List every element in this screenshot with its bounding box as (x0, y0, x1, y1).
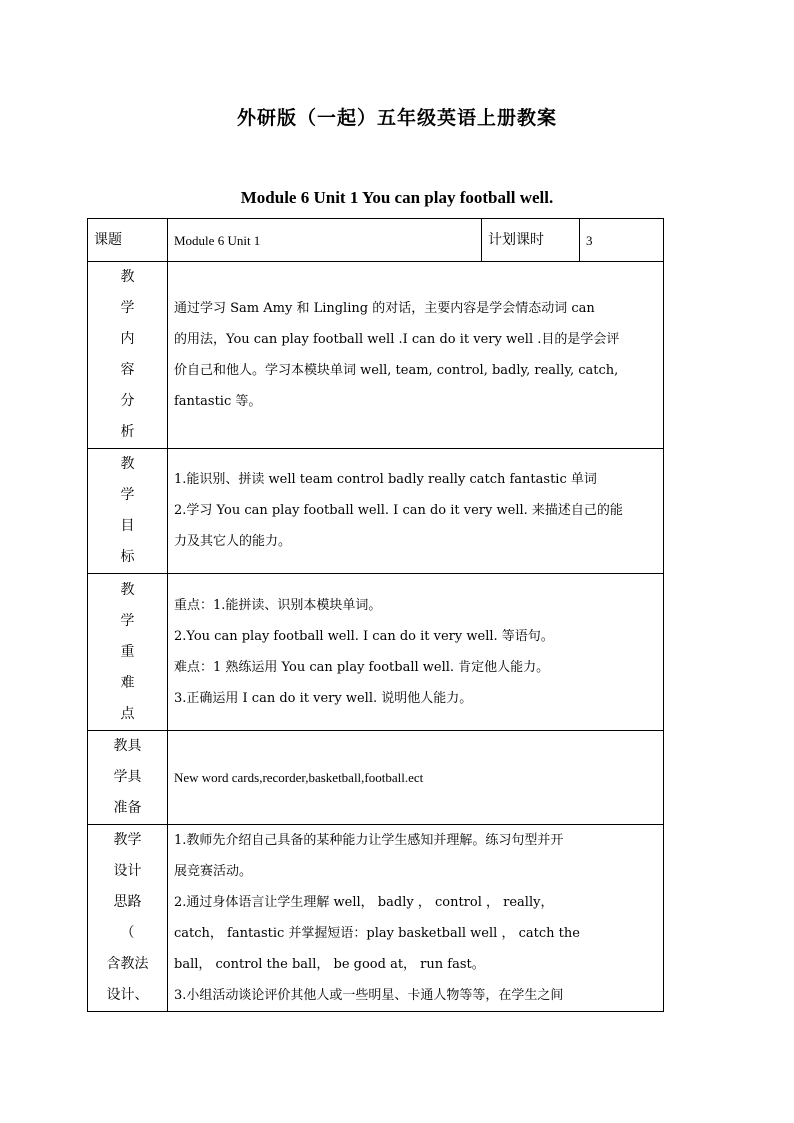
content-line: 展竞赛活动。 (174, 864, 253, 879)
content-line: 1.教师先介绍自己具备的某种能力让学生感知并理解。练习句型并开 (174, 833, 564, 848)
design-approach-row (88, 825, 664, 1012)
content-line: 2.学习 You can play football well. I can do it very well. 来描述自己的能 (174, 503, 623, 518)
label-char: 目 (120, 518, 135, 534)
label-char: 教学 (113, 832, 142, 848)
content-line: 难点：1 熟练运用 You can play football well. 肯定他人能力。 (174, 660, 550, 675)
label-char: 含教法 (106, 956, 149, 972)
content-line: 力及其它人的能力。 (174, 534, 292, 549)
label-char: 设计、 (106, 987, 149, 1003)
label-char: 教 (120, 456, 135, 472)
content-line: 3.正确运用 I can do it very well. 说明他人能力。 (174, 691, 473, 706)
label-char: 准备 (113, 800, 142, 816)
row-label (88, 825, 168, 1012)
materials-row (88, 731, 664, 825)
label-char: 设计 (113, 863, 142, 879)
label-char: 重 (120, 643, 135, 660)
content-line: catch， fantastic 并掌握短语：play basketball well ， catch the (174, 926, 580, 941)
row-content (168, 731, 664, 825)
content-line: fantastic 等。 (174, 394, 262, 409)
header-row (88, 219, 664, 262)
content-line: ball， control the ball， be good at， run fast。 (174, 957, 485, 972)
content-line: 1.能识别、拼读 well team control badly really catch fantastic 单词 (174, 472, 597, 487)
label-char: （ (120, 925, 135, 941)
content-line: 价自己和他人。学习本模块单词 well, team, control, badly, really, catch, (174, 363, 619, 378)
label-char: 学 (120, 300, 135, 316)
label-char: 分 (120, 393, 135, 409)
label-char: 点 (120, 705, 135, 722)
label-char: 教具 (113, 738, 142, 754)
content-analysis-row (88, 262, 664, 449)
row-label (88, 262, 168, 449)
content-line: 通过学习 Sam Amy 和 Lingling 的对话，主要内容是学会情态动词 can (174, 301, 595, 316)
label-char: 容 (120, 362, 135, 378)
document-title: 外研版（一起）五年级英语上册教案 (236, 107, 557, 129)
content-line: 3.小组活动谈论评价其他人或一些明星、卡通人物等等，在学生之间 (174, 988, 564, 1003)
row-label (88, 449, 168, 574)
label-char: 内 (120, 331, 135, 347)
label-char: 思路 (113, 894, 142, 910)
content-line: 2.You can play football well. I can do it very well. 等语句。 (174, 629, 554, 644)
label-char: 教 (120, 581, 135, 598)
label-char: 难 (120, 674, 135, 691)
row-label (88, 731, 168, 825)
topic-value: Module 6 Unit 1 (168, 219, 482, 262)
planned-hours-value: 3 (580, 219, 664, 262)
content-line: 的用法，You can play football well .I can do it very well .目的是学会评 (174, 332, 620, 347)
row-content (168, 574, 664, 731)
planned-hours-label: 计划课时 (482, 219, 580, 262)
lesson-plan-table (87, 218, 664, 1012)
label-char: 析 (120, 424, 135, 440)
key-difficult-points-row (88, 574, 664, 731)
label-char: 学 (120, 487, 135, 503)
label-char: 学具 (113, 769, 142, 785)
content-line: 重点：1.能拼读、识别本模块单词。 (174, 598, 382, 613)
label-char: 学 (120, 612, 135, 629)
row-label (88, 574, 168, 731)
row-content (168, 262, 664, 449)
topic-label: 课题 (88, 219, 168, 262)
content-line: 2.通过身体语言让学生理解 well， badly ， control ， really， (174, 895, 554, 910)
row-content (168, 449, 664, 574)
label-char: 教 (120, 269, 135, 285)
content-line: New word cards,recorder,basketball,football.ect (174, 770, 424, 785)
lesson-subtitle: Module 6 Unit 1 You can play football well. (240, 188, 554, 207)
teaching-goals-row (88, 449, 664, 574)
label-char: 标 (120, 549, 135, 565)
row-content (168, 825, 664, 1012)
